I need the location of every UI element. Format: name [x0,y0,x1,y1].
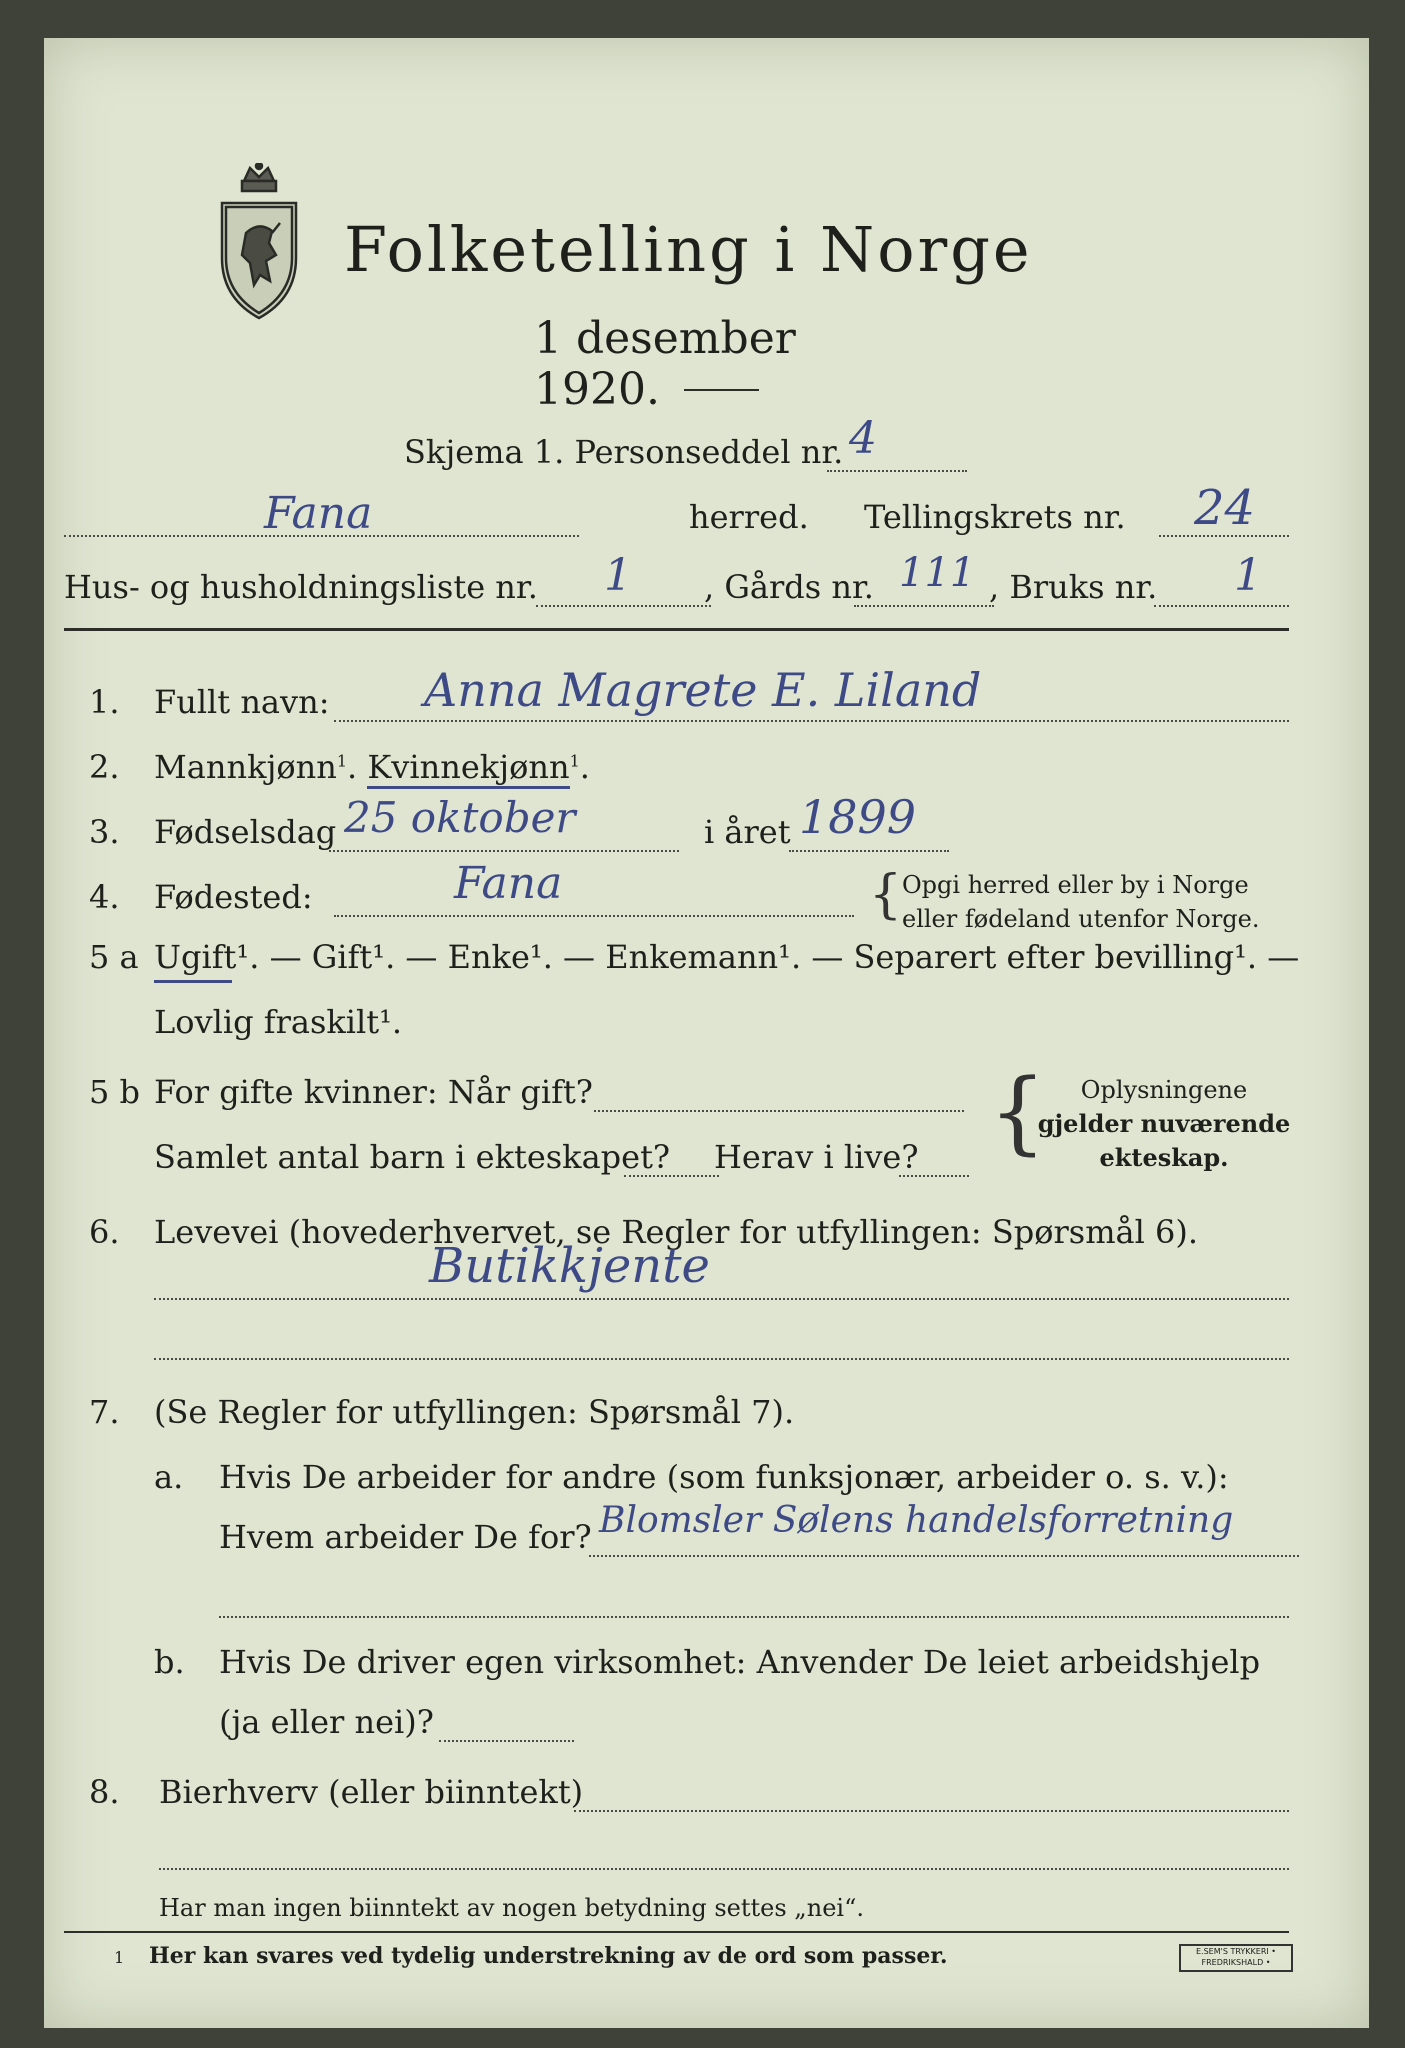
q1-field-line [334,720,1289,722]
q7b-answer-label: (ja eller nei)? [219,1703,434,1741]
q7b-letter: b. [154,1643,185,1681]
tellingskrets-label: Tellingskrets nr. [864,498,1126,536]
q4-note-line1: Opgi herred eller by i Norge [902,871,1249,899]
q7a-employer-field-line [589,1555,1299,1557]
husholdningsliste-value: 1 [604,550,632,601]
q5b-alive-field-line [899,1175,969,1177]
q2-female-option: Kvinnekjønn [367,748,569,789]
q7a-letter: a. [154,1458,184,1496]
q5b-note-line2: gjelder nuværende [1037,1109,1291,1138]
footnote-mark: 1 [114,1948,125,1967]
q5a-options-line2: Lovlig fraskilt¹. [154,1003,403,1041]
gards-field-line [854,605,994,607]
bruks-field-line [1154,605,1289,607]
q7b-label: Hvis De driver egen virksomhet: Anvender De leiet arbeidshjelp [219,1643,1261,1681]
q2-number: 2. [89,748,120,786]
census-form: Folketelling i Norge 1 desember 1920. Skjema 1. Personseddel nr. 4 Fana herred. Tellingskrets nr. 24 Hus- og husholdningsliste nr. 1 , Gårds nr. 111 , Bruks nr. 1 1. Fullt navn: Anna Magrete E. Liland 2. Mannkjønn$^1$. Kvinnekjønn$^1$. 3. Fødselsdag 25 oktober i året 1899 4. Fødested: Fana { Opgi herred eller by i Norge eller fødeland utenfor Norge. 5 a Ugift¹. — Gift¹. — Enke¹. — Enkemann¹. — Separert efter bevilling¹. — Lovlig fraskilt¹. 5 b For gifte kvinner: Når gift? Samlet antal barn i ekteskapet? Herav i live? { Oplysningene gjelder nuværende ekteskap. 6. Levevei (hovederhvervet, se Regler for utfyllingen: Spørsmål 6). Butikkjente 7. (Se Regler for utfyllingen: Spørsmål 7). a. Hvis De arbeider for andre (som funksjonær, arbeider o. s. v.): Hvem arbeider De for? Blomsler Sølens handelsforretning b. Hvis De driver egen virksomhet: Anvender De leiet arbeidshjelp (ja eller nei)? 8. Bierhverv (eller biinntekt) Har man ingen biinntekt av nogen betydning settes „nei“. 1 Her kan svares ved tydelig understrekning av de ord som passer. E.SEM'S TRYKKERI • FREDRIKSHALD • [44,38,1369,2028]
skjema-label: Skjema 1. Personseddel nr. [404,433,844,471]
q4-label: Fødested: [154,878,313,916]
q5b-note-line3: ekteskap. [1099,1143,1229,1172]
skjema-field-line [827,470,967,472]
q3-day-value: 25 oktober [344,793,576,842]
q4-field-line [334,915,854,917]
form-title: Folketelling i Norge [344,213,1033,286]
footnote-text: Her kan svares ved tydelig understrekning av de ord som passer. [149,1943,948,1969]
husholdningsliste-field-line [536,605,711,607]
q3-year-label: i året [704,813,791,851]
q4-note-brace: { [869,865,903,925]
header-divider [64,628,1289,631]
q5a-options: Ugift¹. — Gift¹. — Enke¹. — Enkemann¹. — Separert efter bevilling¹. — [154,938,1300,976]
q5b-label-married: For gifte kvinner: Når gift? [154,1073,593,1111]
herred-value: Fana [264,488,373,539]
q8-field-line-1 [574,1810,1289,1812]
q6-number: 6. [89,1213,120,1251]
footer-divider [64,1931,1289,1933]
q5b-note-line1: Oplysningene [1080,1076,1248,1104]
tellingskrets-value: 24 [1194,480,1256,536]
form-date: 1 desember 1920. [534,313,796,415]
q2-male-option: Mannkjønn [154,748,337,786]
title-rule [684,389,759,391]
q3-label: Fødselsdag [154,813,337,851]
q7-number: 7. [89,1393,120,1431]
q1-number: 1. [89,683,120,721]
skjema-value: 4 [849,413,877,464]
husholdningsliste-label: Hus- og husholdningsliste nr. [64,568,538,606]
footer-note: Har man ingen biinntekt av nogen betydning settes „nei“. [159,1894,864,1922]
q5b-children-field-line [624,1175,719,1177]
bruks-label: , Bruks nr. [989,568,1158,606]
gards-label: , Gårds nr. [704,568,874,606]
q4-number: 4. [89,878,120,916]
q5b-label-children: Samlet antal barn i ekteskapet? [154,1138,671,1176]
norway-coat-of-arms-icon [214,163,304,323]
q3-number: 3. [89,813,120,851]
q4-value: Fana [454,858,563,909]
q7a-employer-value: Blomsler Sølens handelsforretning [599,1500,1234,1541]
q5a-number: 5 a [89,938,139,976]
q7-label: (Se Regler for utfyllingen: Spørsmål 7). [154,1393,795,1431]
q6-field-line-2 [154,1358,1289,1360]
q8-label: Bierhverv (eller biinntekt) [159,1773,584,1811]
q8-field-line-2 [159,1868,1289,1870]
q1-label: Fullt navn: [154,683,330,721]
q5b-note-brace: { [989,1060,1047,1165]
q6-field-line-1 [154,1298,1289,1300]
q5b-married-field-line [594,1110,964,1112]
q5b-number: 5 b [89,1073,141,1111]
q7b-field-line [439,1740,574,1742]
q3-day-field-line [329,850,679,852]
q8-number: 8. [89,1773,120,1811]
q7a-label: Hvis De arbeider for andre (som funksjonær, arbeider o. s. v.): [219,1458,1229,1496]
bruks-value: 1 [1234,550,1262,601]
q6-label: Levevei (hovederhvervet, se Regler for utfyllingen: Spørsmål 6). [154,1213,1199,1251]
printer-stamp: E.SEM'S TRYKKERI • FREDRIKSHALD • [1179,1944,1293,1972]
herred-label: herred. [689,498,809,536]
q4-note-line2: eller fødeland utenfor Norge. [902,905,1260,933]
q7a-field-line-2 [219,1616,1289,1618]
q7a-employer-label: Hvem arbeider De for? [219,1518,592,1556]
q1-value: Anna Magrete E. Liland [424,663,982,717]
q3-year-field-line [789,850,949,852]
q5b-label-alive: Herav i live? [714,1138,919,1176]
q6-value: Butikkjente [429,1238,710,1294]
gards-value: 111 [899,550,976,596]
q3-year-value: 1899 [799,790,917,844]
q5a-ugift-underline [154,980,232,983]
